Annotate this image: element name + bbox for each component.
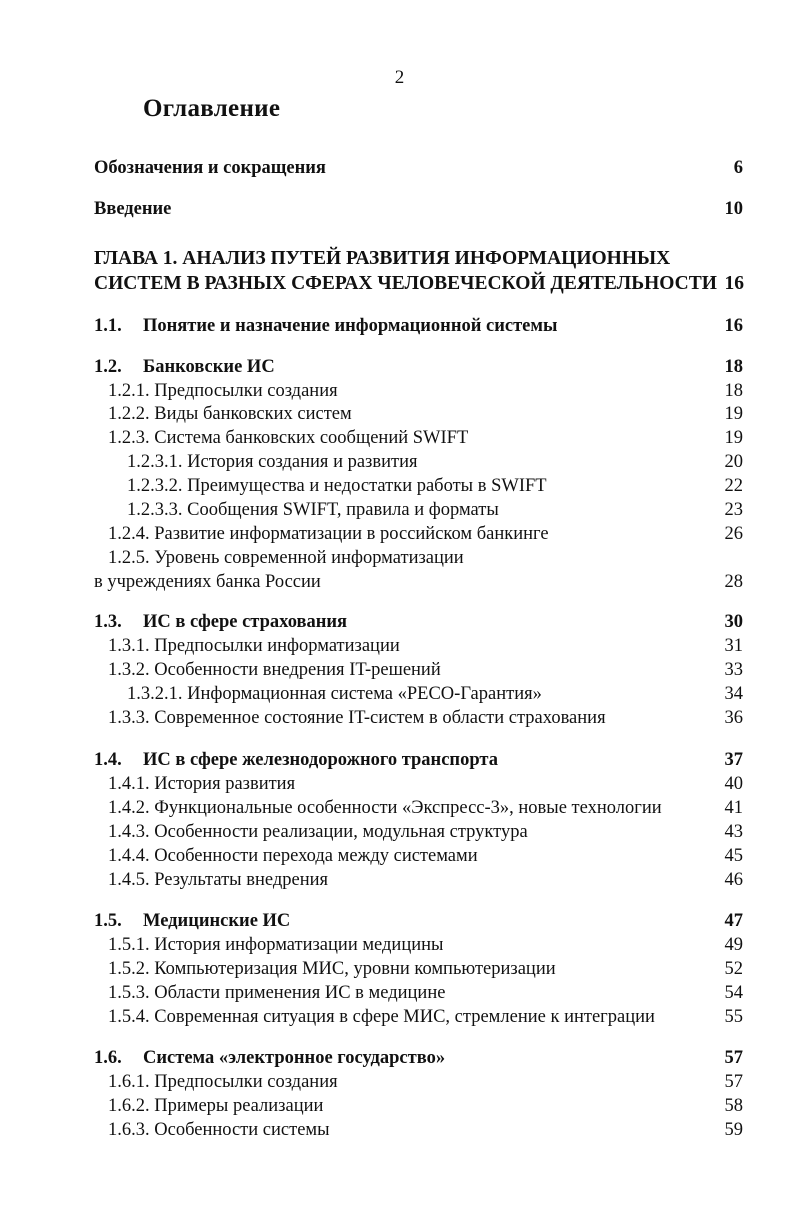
toc-subsubsection[interactable] [0, 450, 799, 474]
section-title: Понятие и назначение информационной системы [143, 316, 558, 336]
subsection-page: 36 [724, 708, 743, 728]
section-page: 47 [724, 911, 743, 931]
section-page: 57 [724, 1048, 743, 1068]
chapter-page: 16 [724, 273, 744, 294]
subsubsection-page: 22 [724, 476, 743, 496]
toc-subsection[interactable] [0, 522, 799, 546]
toc-subsection[interactable] [0, 772, 799, 796]
subsubsection-page: 34 [724, 684, 743, 704]
subsection-title: 1.2.1. Предпосылки создания [108, 381, 338, 401]
subsection-page: 45 [724, 846, 743, 866]
toc-entry-abbreviations[interactable] [0, 156, 799, 180]
subsection-title: 1.4.3. Особенности реализации, модульная структура [108, 822, 528, 842]
subsection-page: 19 [724, 428, 743, 448]
toc-section-1-3[interactable] [0, 610, 799, 634]
subsection-title: в учреждениях банка России [94, 572, 321, 592]
subsection-page: 58 [724, 1096, 743, 1116]
section-number: 1.3. [94, 612, 122, 632]
toc-subsection[interactable] [0, 706, 799, 730]
subsection-page: 54 [724, 983, 743, 1003]
toc-subsection[interactable] [0, 379, 799, 403]
toc-subsection[interactable] [0, 981, 799, 1005]
toc-section-1-5[interactable] [0, 909, 799, 933]
toc-subsection[interactable] [0, 1070, 799, 1094]
toc-subsection-continuation[interactable] [0, 570, 799, 594]
toc-subsection[interactable] [0, 957, 799, 981]
toc-subsection[interactable] [0, 426, 799, 450]
toc-entry-page: 10 [724, 199, 743, 219]
toc-entry-introduction[interactable] [0, 197, 799, 221]
toc-subsection[interactable] [0, 402, 799, 426]
toc-subsection[interactable] [0, 868, 799, 892]
toc-section-1-1[interactable] [0, 314, 799, 338]
toc-subsection[interactable] [0, 634, 799, 658]
subsection-title: 1.4.1. История развития [108, 774, 296, 794]
chapter-heading-line2[interactable] [0, 271, 799, 295]
toc-subsubsection[interactable] [0, 682, 799, 706]
toc-subsubsection[interactable] [0, 498, 799, 522]
section-page: 16 [724, 316, 743, 336]
subsection-page: 46 [724, 870, 743, 890]
toc-subsection[interactable] [0, 658, 799, 682]
subsection-title: 1.3.2. Особенности внедрения IT-решений [108, 660, 441, 680]
subsection-page: 40 [724, 774, 743, 794]
section-title: Банковские ИС [143, 357, 275, 377]
subsection-page: 31 [724, 636, 743, 656]
subsection-title: 1.5.4. Современная ситуация в сфере МИС, стремление к интеграции [108, 1007, 655, 1027]
section-number: 1.2. [94, 357, 122, 377]
subsection-page: 43 [724, 822, 743, 842]
chapter-title-line1: ГЛАВА 1. АНАЛИЗ ПУТЕЙ РАЗВИТИЯ ИНФОРМАЦИОННЫХ [94, 248, 671, 269]
subsection-title: 1.6.3. Особенности системы [108, 1120, 330, 1140]
page-number: 2 [394, 67, 405, 88]
section-title: Система «электронное государство» [143, 1048, 446, 1068]
section-page: 37 [724, 750, 743, 770]
page-title: Оглавление [143, 95, 281, 122]
subsubsection-title: 1.2.3.3. Сообщения SWIFT, правила и форматы [127, 500, 499, 520]
chapter-title-line2: СИСТЕМ В РАЗНЫХ СФЕРАХ ЧЕЛОВЕЧЕСКОЙ ДЕЯТЕЛЬНОСТИ [94, 273, 717, 294]
section-number: 1.6. [94, 1048, 122, 1068]
toc-entry-page: 6 [733, 158, 743, 178]
toc-entry-title: Введение [94, 199, 172, 219]
toc-subsection[interactable] [0, 1118, 799, 1142]
subsection-title: 1.2.5. Уровень современной информатизации [108, 548, 464, 568]
subsection-page: 18 [724, 381, 743, 401]
toc-subsection[interactable] [0, 1094, 799, 1118]
section-page: 30 [724, 612, 743, 632]
section-number: 1.5. [94, 911, 122, 931]
subsubsection-title: 1.2.3.2. Преимущества и недостатки работы в SWIFT [127, 476, 547, 496]
subsection-title: 1.2.3. Система банковских сообщений SWIFT [108, 428, 469, 448]
toc-entry-title: Обозначения и сокращения [94, 158, 326, 178]
subsubsection-page: 23 [724, 500, 743, 520]
subsection-title: 1.5.1. История информатизации медицины [108, 935, 444, 955]
subsection-page: 52 [724, 959, 743, 979]
toc-subsection[interactable] [0, 1005, 799, 1029]
subsection-title: 1.6.2. Примеры реализации [108, 1096, 324, 1116]
section-number: 1.4. [94, 750, 122, 770]
subsubsection-page: 20 [724, 452, 743, 472]
toc-section-1-4[interactable] [0, 748, 799, 772]
subsubsection-title: 1.2.3.1. История создания и развития [127, 452, 418, 472]
toc-subsection[interactable] [0, 796, 799, 820]
subsection-page: 49 [724, 935, 743, 955]
subsection-title: 1.5.2. Компьютеризация МИС, уровни компьютеризации [108, 959, 556, 979]
subsection-page: 33 [724, 660, 743, 680]
subsection-page: 26 [724, 524, 743, 544]
section-title: ИС в сфере железнодорожного транспорта [143, 750, 498, 770]
chapter-heading-line1[interactable] [0, 246, 799, 270]
section-number: 1.1. [94, 316, 122, 336]
toc-section-1-6[interactable] [0, 1046, 799, 1070]
subsection-title: 1.5.3. Области применения ИС в медицине [108, 983, 446, 1003]
toc-subsubsection[interactable] [0, 474, 799, 498]
subsection-page: 28 [724, 572, 743, 592]
toc-subsection[interactable] [0, 820, 799, 844]
subsection-title: 1.3.1. Предпосылки информатизации [108, 636, 400, 656]
subsection-title: 1.4.5. Результаты внедрения [108, 870, 329, 890]
toc-section-1-2[interactable] [0, 355, 799, 379]
subsection-title: 1.4.4. Особенности перехода между системами [108, 846, 478, 866]
subsection-title: 1.2.2. Виды банковских систем [108, 404, 352, 424]
subsection-page: 55 [724, 1007, 743, 1027]
toc-subsection[interactable] [0, 933, 799, 957]
subsection-title: 1.6.1. Предпосылки создания [108, 1072, 338, 1092]
section-page: 18 [724, 357, 743, 377]
subsubsection-title: 1.3.2.1. Информационная система «РЕСО-Гарантия» [127, 684, 542, 704]
subsection-page: 57 [724, 1072, 743, 1092]
subsection-title: 1.2.4. Развитие информатизации в российском банкинге [108, 524, 549, 544]
subsection-page: 59 [724, 1120, 743, 1140]
subsection-title: 1.3.3. Современное состояние IT-систем в области страхования [108, 708, 606, 728]
section-title: ИС в сфере страхования [143, 612, 348, 632]
subsection-title: 1.4.2. Функциональные особенности «Экспресс-3», новые технологии [108, 798, 662, 818]
toc-subsection[interactable] [0, 844, 799, 868]
subsection-page: 19 [724, 404, 743, 424]
subsection-page: 41 [724, 798, 743, 818]
toc-subsection[interactable] [0, 546, 799, 570]
section-title: Медицинские ИС [143, 911, 291, 931]
